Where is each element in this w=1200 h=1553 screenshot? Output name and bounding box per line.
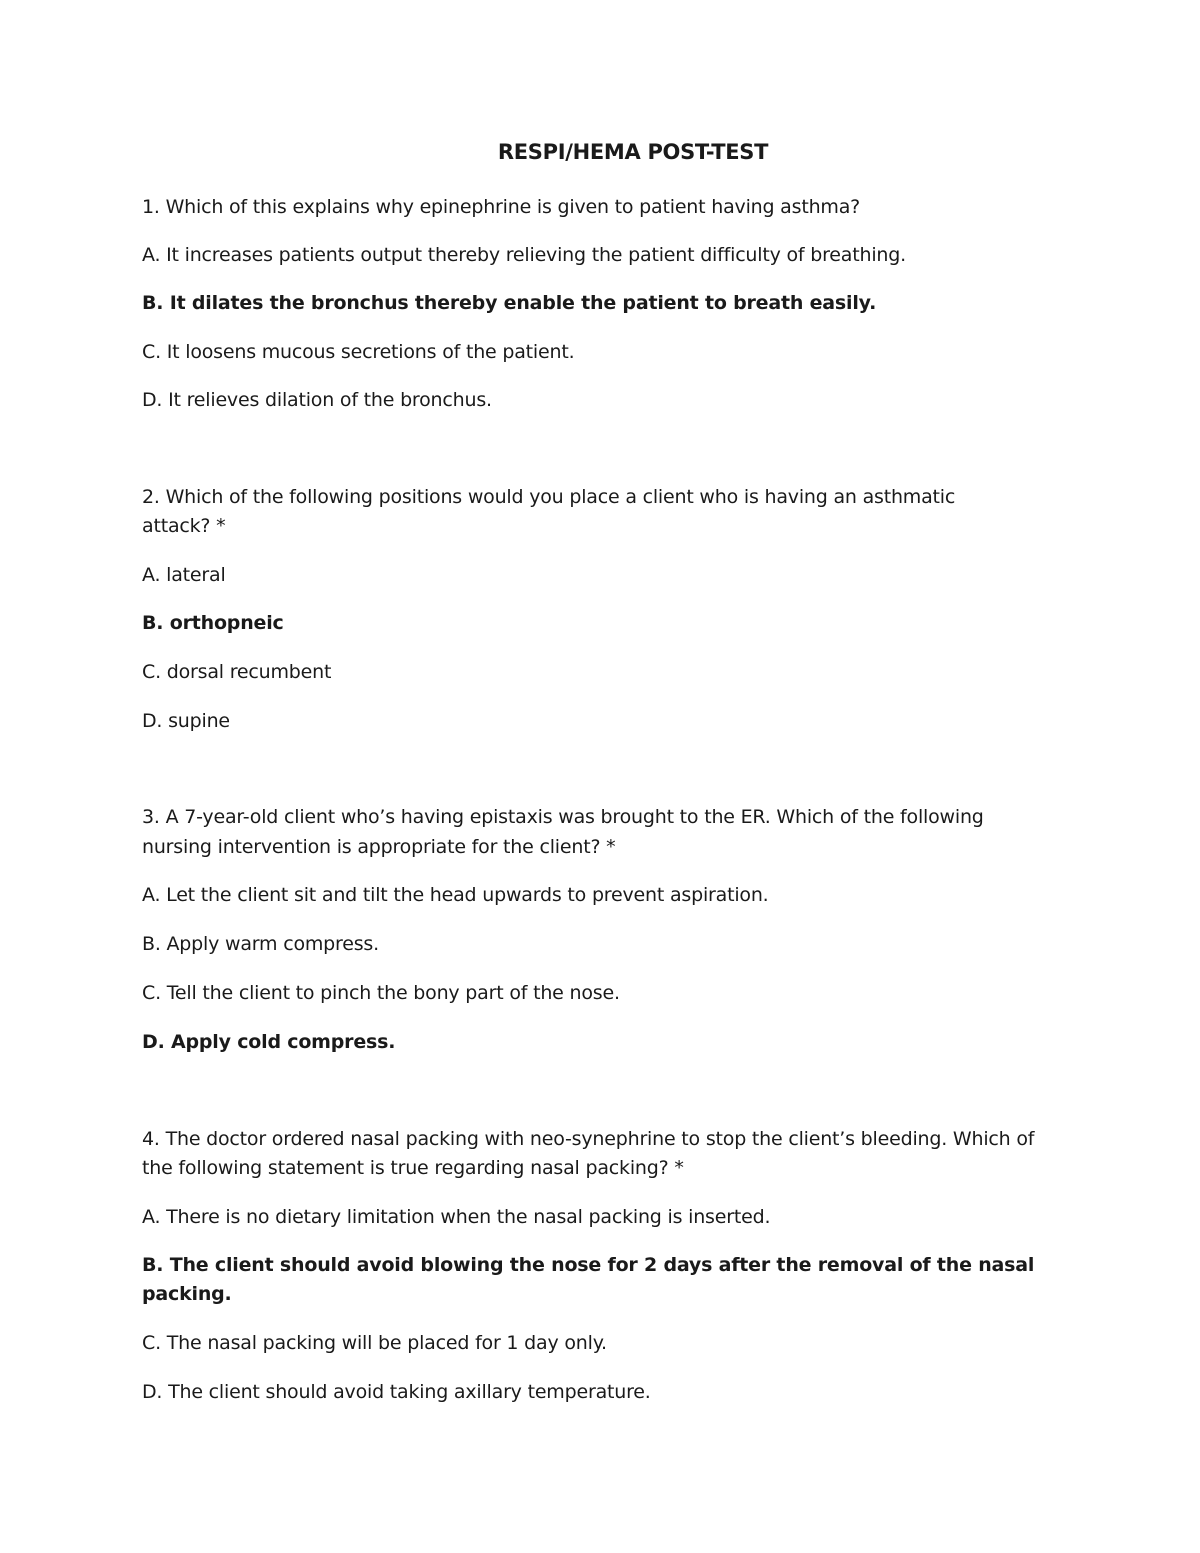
question-1-choice-d: D. It relieves dilation of the bronchus. <box>142 389 492 411</box>
question-2-choice-c: C. dorsal recumbent <box>142 661 332 683</box>
question-4-text-line-1: 4. The doctor ordered nasal packing with neo-synephrine to stop the client’s bleeding. Which of <box>142 1128 1035 1150</box>
question-4-choice-d: D. The client should avoid taking axillary temperature. <box>142 1381 651 1403</box>
question-1-text: 1. Which of this explains why epinephrine is given to patient having asthma? <box>142 196 861 218</box>
question-1-choice-a: A. It increases patients output thereby relieving the patient difficulty of breathing. <box>142 244 906 266</box>
question-4-choice-c: C. The nasal packing will be placed for 1 day only. <box>142 1332 607 1354</box>
question-2-text-line-1: 2. Which of the following positions would you place a client who is having an asthmatic <box>142 486 956 508</box>
question-1-choice-b-answer: B. It dilates the bronchus thereby enable the patient to breath easily. <box>142 292 877 314</box>
question-3-choice-b: B. Apply warm compress. <box>142 933 379 955</box>
question-3-choice-d-answer: D. Apply cold compress. <box>142 1031 396 1053</box>
question-3-choice-c: C. Tell the client to pinch the bony part of the nose. <box>142 982 620 1004</box>
question-3-text-line-1: 3. A 7-year-old client who’s having epistaxis was brought to the ER. Which of the following <box>142 806 984 828</box>
question-2-text-line-2: attack? * <box>142 515 226 537</box>
question-3-text-line-2: nursing intervention is appropriate for the client? * <box>142 836 616 858</box>
question-2-choice-b-answer: B. orthopneic <box>142 612 284 634</box>
question-4-text-line-2: the following statement is true regarding nasal packing? * <box>142 1157 684 1179</box>
question-4-choice-b-answer-line-2: packing. <box>142 1283 232 1305</box>
question-2-choice-d: D. supine <box>142 710 230 732</box>
question-1-choice-c: C. It loosens mucous secretions of the patient. <box>142 341 575 363</box>
question-4-choice-a: A. There is no dietary limitation when the nasal packing is inserted. <box>142 1206 771 1228</box>
question-2-choice-a: A. lateral <box>142 564 226 586</box>
question-3-choice-a: A. Let the client sit and tilt the head upwards to prevent aspiration. <box>142 884 769 906</box>
question-4-choice-b-answer-line-1: B. The client should avoid blowing the nose for 2 days after the removal of the nasal <box>142 1254 1035 1276</box>
page-title: RESPI/HEMA POST-TEST <box>497 140 769 164</box>
